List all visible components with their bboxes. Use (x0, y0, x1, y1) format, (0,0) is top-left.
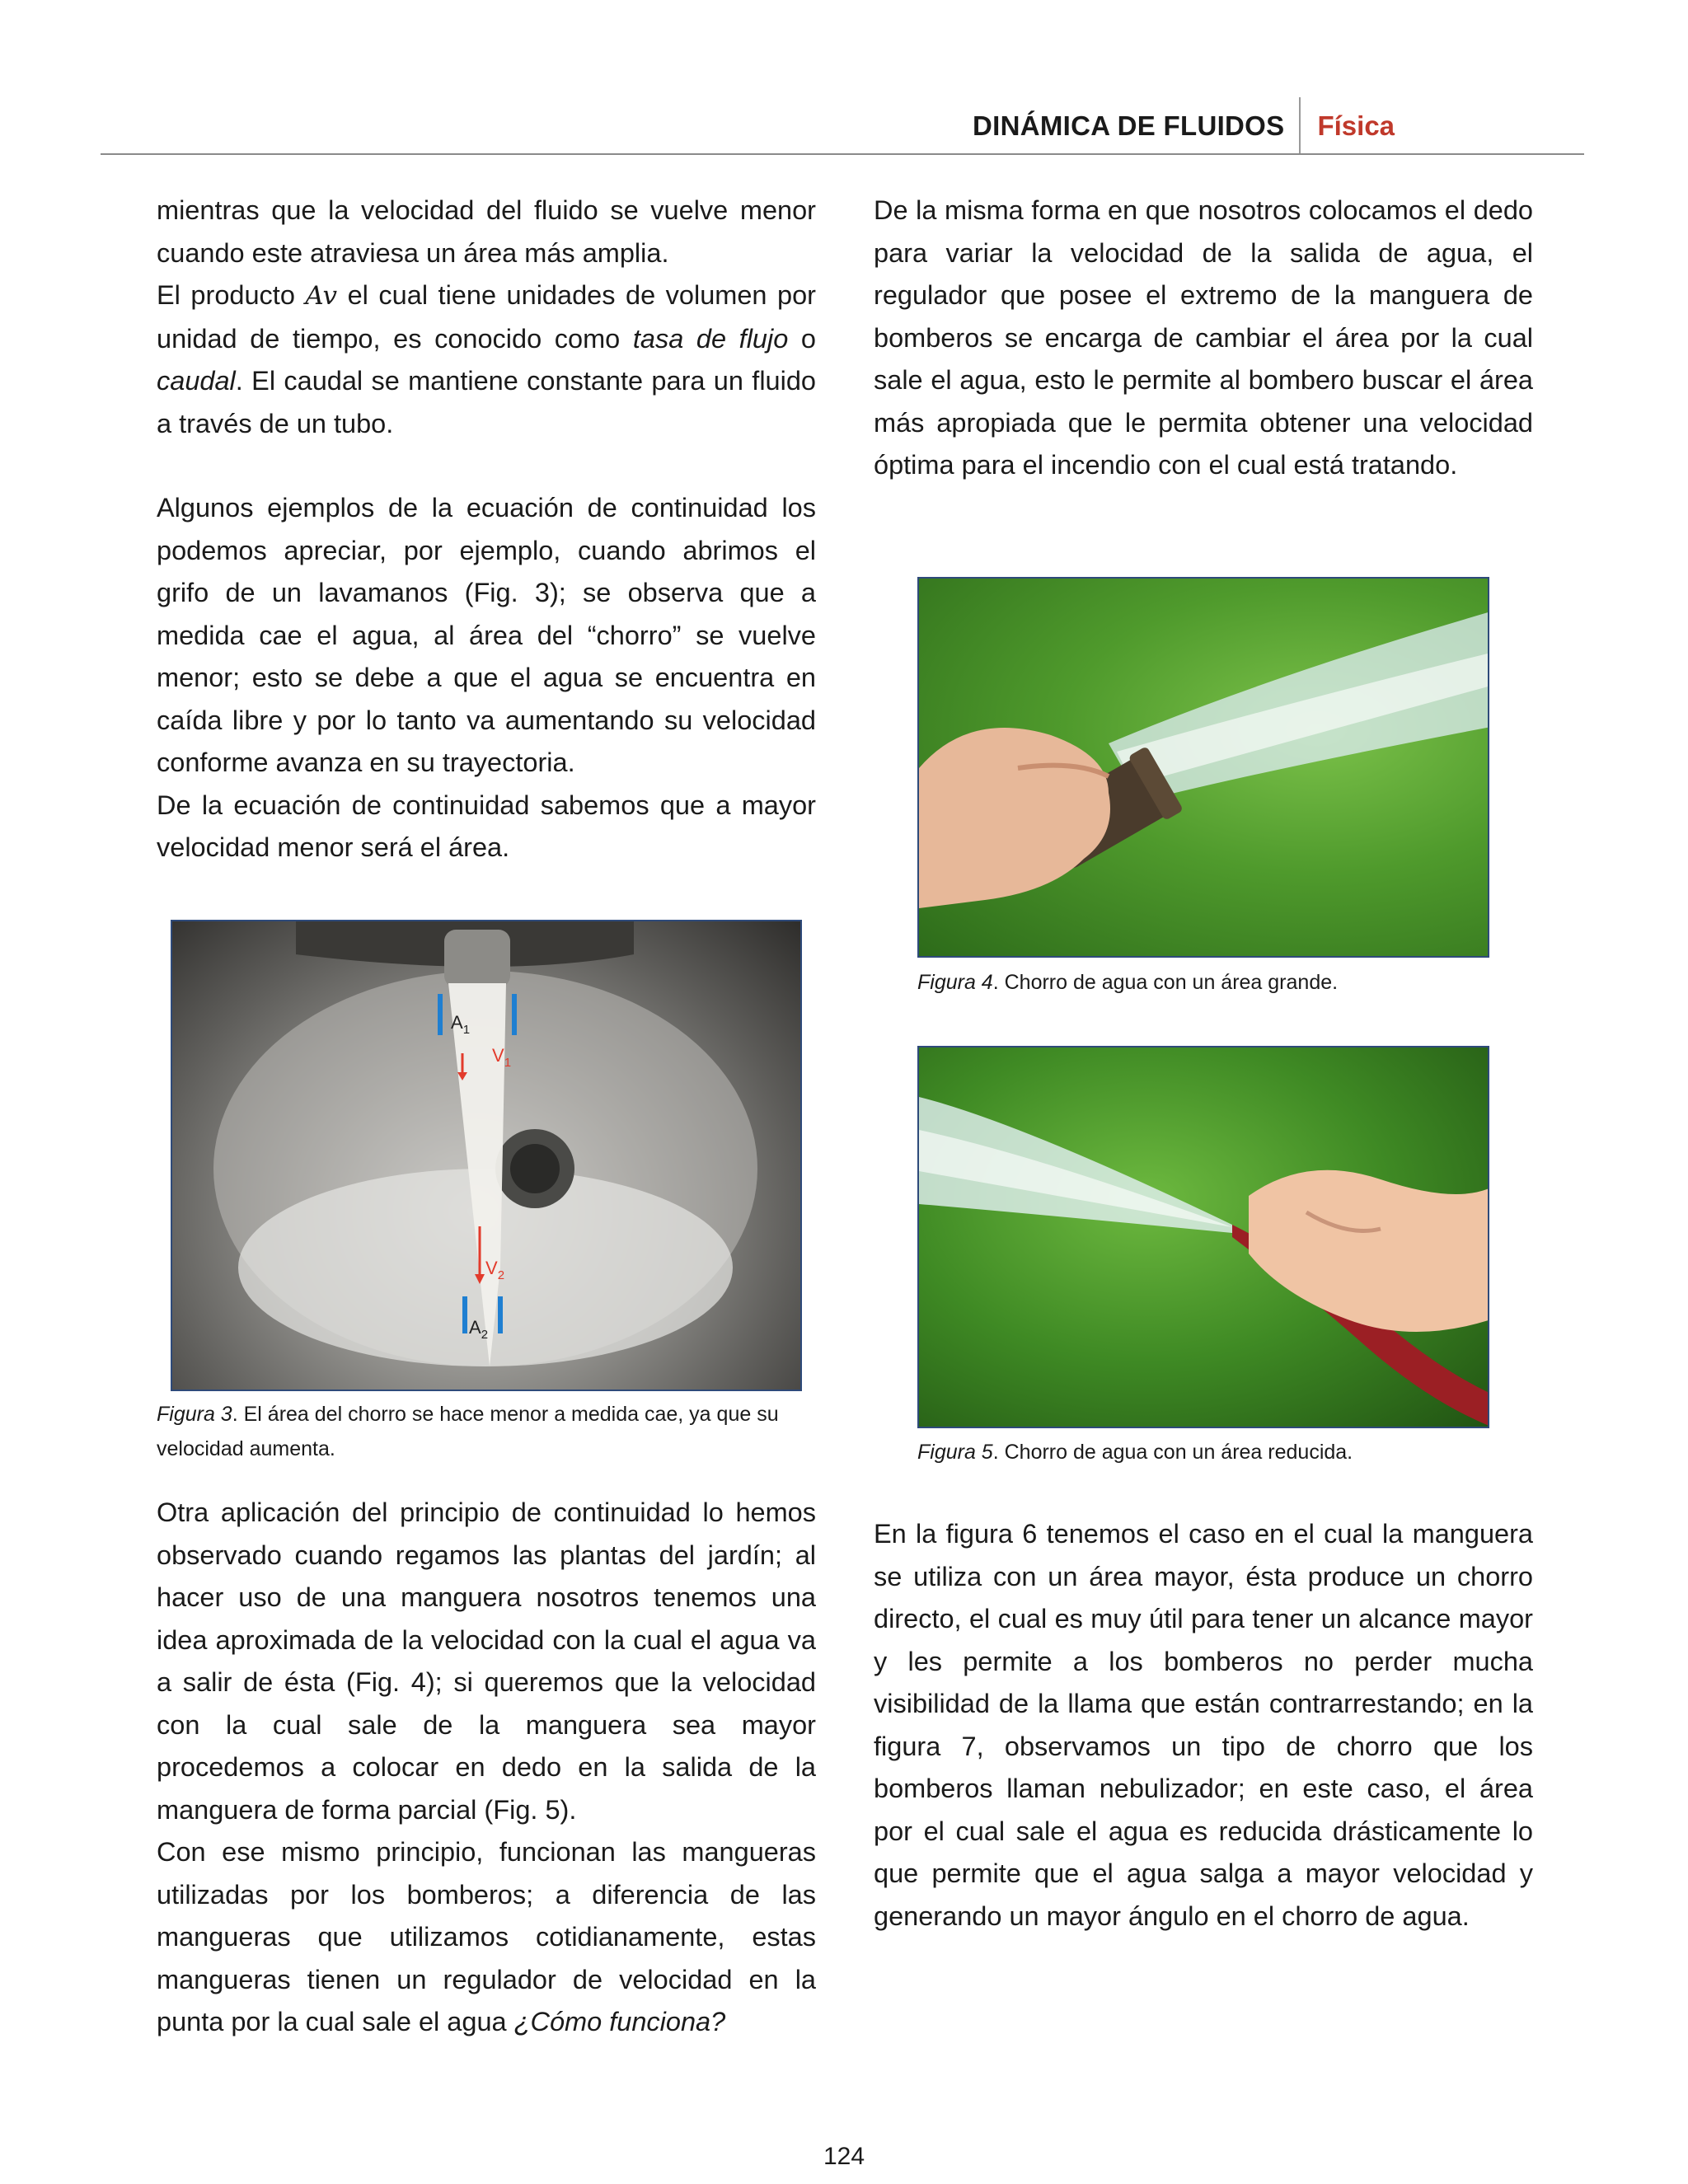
hose-narrow-illustration (919, 1047, 1489, 1428)
header-title: DINÁMICA DE FLUIDOS (973, 110, 1285, 141)
paragraph: El producto Av el cual tiene unidades de volumen por unidad de tiempo, es conocido como tasa de flujo o caudal. El caudal se mantiene constante para un fluido a través de un tubo. (157, 280, 817, 438)
right-column-top (874, 190, 1533, 487)
paragraph: De la ecuación de continuidad sabemos que a mayor velocidad menor será el área. (157, 790, 816, 862)
paragraph: De la misma forma en que nosotros colocamos el dedo para variar la velocidad de la salida de agua, el regulador que posee el extremo de la manguera de bomberos se encarga de cambiar el área por la cual sale el agua, esto le permite al bombero buscar el área más apropiada que le permita obtener una velocidad óptima para el incendio con el cual está tratando. (874, 195, 1533, 480)
header-separator (1299, 97, 1301, 155)
left-column-top (157, 190, 816, 869)
sink-illustration (172, 921, 802, 1391)
figure-4-hose-wide-image (917, 577, 1489, 958)
page-number: 124 (823, 2143, 865, 2170)
left-column-bottom (157, 1492, 816, 2044)
label-v2: $V_2$ (485, 1258, 505, 1282)
figure-3-caption: Figura 3. El área del chorro se hace menor a medida cae, ya que su velocidad aumenta. (157, 1403, 779, 1460)
hose-wide-illustration (919, 579, 1489, 958)
paragraph: Con ese mismo principio, funcionan las mangueras utilizadas por los bomberos; a diferencia de las mangueras que utilizamos cotidianamente, estas mangueras tienen un regulador de velocidad en la punta por la cual sale el agua ¿Cómo funciona? (157, 1837, 816, 2036)
paragraph: Algunos ejemplos de la ecuación de continuidad los podemos apreciar, por ejemplo, cuando abrimos el grifo de un lavamanos (Fig. 3); se observa que a medida cae el agua, al área del “chorro” se vuelve menor; esto se debe a que el agua se encuentra en caída libre y por lo tanto va aumentando su velocidad conforme avanza en su trayectoria. (157, 493, 816, 777)
header-rule (101, 153, 1584, 155)
label-a2: $A_2$ (469, 1317, 489, 1342)
formula-av: Av (305, 281, 338, 311)
figure-4-caption: Figura 4. Chorro de agua con un área grande. (917, 971, 1339, 994)
page-header (973, 97, 1395, 155)
figure-4-caption-block (917, 965, 1577, 1000)
paragraph: mientras que la velocidad del fluido se vuelve menor cuando este atraviesa un área más amplia. (157, 195, 816, 268)
figure-5-caption-block (917, 1435, 1577, 1469)
paragraph: Otra aplicación del principio de continuidad lo hemos observado cuando regamos las plantas del jardín; al hacer uso de una manguera nosotros tenemos una idea aproximada de la velocidad con la cual el agua va a salir de ésta (Fig. 4); si queremos que la velocidad con la cual sale de la manguera sea mayor procedemos a colocar en dedo en la salida de la manguera de forma parcial (Fig. 5). (157, 1497, 816, 1825)
paragraph: En la figura 6 tenemos el caso en el cual la manguera se utiliza con un área mayor, ésta produce un chorro directo, el cual es muy útil para tener un alcance mayor y les permite a los bomberos no perder mucha visibilidad de la llama que están contrarrestando; en la figura 7, observamos un tipo de chorro que los bomberos llaman nebulizador; en este caso, el área por el cual sale el agua es reducida drásticamente lo que permite que el agua salga a mayor velocidad y generando un mayor ángulo en el chorro de agua. (874, 1519, 1533, 1931)
figure-3-sink-image (171, 920, 802, 1391)
label-a1: $A_1$ (451, 1012, 471, 1037)
header-subject: Física (1317, 110, 1395, 141)
figure-5-caption: Figura 5. Chorro de agua con un área reducida. (917, 1441, 1353, 1464)
label-v1: $V_1$ (492, 1045, 512, 1070)
right-column-bottom (874, 1513, 1533, 1938)
figure-3-caption-block (157, 1397, 816, 1466)
figure-5-hose-narrow-image (917, 1046, 1489, 1428)
